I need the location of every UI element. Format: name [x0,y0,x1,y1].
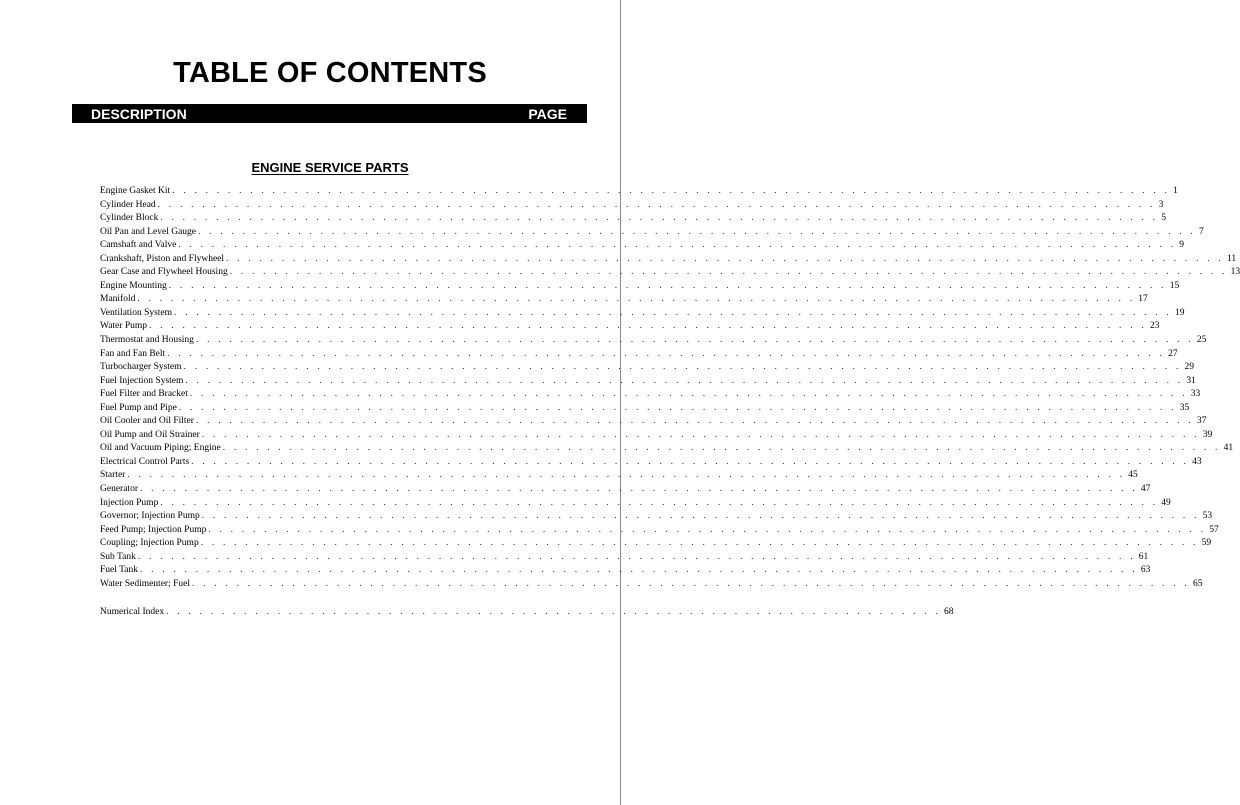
leader-dots: . . . . . . . . . . . . . . . . . . . . . . . . . . . . . . . . . . . . . . . . . . . . . . . . . . . . . . . . . . . . . . . . . . . . . . . . . . . . . . . . . . . . . . . . . . [198,226,1196,237]
leader-dots: . . . . . . . . . . . . . . . . . . . . . . . . . . . . . . . . . . . . . . . . . . . . . . . . . . . . . . . . . . . . . . . . . . . . . . . . . . . . . . . . . . . . . . . . . . [195,335,1194,346]
toc-entry-page: 3 [1158,199,1164,210]
toc-entry-page: 35 [1179,402,1190,413]
toc-entry[interactable] [100,510,1213,524]
toc-entry-page: 31 [1186,375,1196,386]
leader-dots: . . . . . . . . . . . . . . . . . . . . . . . . . . . . . . . . . . . . . . . . . . . . . . . . . . . . . . . . . . . . . . . . . . . . . . . . . . . . . . . . . . . . . . . . . . [191,456,1190,467]
leader-dots: . . . . . . . . . . . . . . . . . . . . . . . . . . . . . . . . . . . . . . . . . . . . . . . . . . . . . . . . . . . . . . . . . . . . . . . . . . . . . . . . . . . . . . . . . . [178,402,1177,413]
toc-entry-page: 27 [1168,348,1178,359]
leader-dots: . . . . . . . . . . . . . . . . . . . . . . . . . . . . . . . . . . . . . . . . . . . . . . . . . . . . . . . . . . . . . . . . . . . . . . . . . . . . . . . . . . . . . . . . . . [226,253,1224,264]
toc-entry-page: 7 [1198,226,1204,237]
page-column-header: PAGE [528,106,567,122]
leader-dots: . . . . . . . . . . . . . . . . . . . . . . . . . . . . . . . . . . . . . . . . . . . . . . . . . . . . . . . . . . . . . . . . . . . . . . . . . . . . . . . . . . . . . . . . . . [229,267,1228,278]
leader-dots: . . . . . . . . . . . . . . . . . . . . . . . . . . . . . . . . . . . . . . . . . . . . . . . . . . . . . . . . . . . . . . . . . . . . . . . . . . . . . . . . . . . . . . . . . . [160,213,1159,224]
toc-entry-label: Fuel Filter and Bracket [100,389,188,400]
toc-entry-label: Numerical Index [100,607,165,617]
page-title: TABLE OF CONTENTS [173,57,487,89]
toc-entry[interactable] [100,253,1237,267]
toc-entry[interactable] [100,497,1171,511]
leader-dots: . . . . . . . . . . . . . . . . . . . . . . . . . . . . . . . . . . . . . . . . . . . . . . . . . . . . . . . . . . . . . . . . . . . . . . . . . . . . . . . . . . . . . . . . . . [137,551,1136,562]
leader-dots: . . . . . . . . . . . . . . . . . . . . . . . . . . . . . . . . . . . . . . . . . . . . . . . . . . . . . . . . . . . . . . . . . . . . . . . . . . . . . . . . . . . . . . . . . . [195,416,1194,427]
toc-entry-label: Fan and Fan Belt [100,348,166,359]
toc-entry-label: Cylinder Block [100,213,159,224]
toc-entry-page: 57 [1209,524,1219,535]
toc-entry-page: 29 [1184,362,1194,373]
toc-entry[interactable] [100,456,1202,470]
toc-entry[interactable] [100,199,1164,213]
toc-entry-page: 61 [1138,551,1149,562]
toc-entry[interactable] [100,348,1178,362]
leader-dots: . . . . . . . . . . . . . . . . . . . . . . . . . . . . . . . . . . . . . . . . . . . . . . . . . . . . . . . . . . . . . . . . . . . . . . . . . . . . . . . . . . . . . . . . . . [139,484,1138,495]
toc-entry-label: Electrical Control Parts [100,456,190,467]
toc-entry-label: Feed Pump; Injection Pump [100,524,207,535]
toc-entry[interactable] [100,280,1180,294]
toc-entry-label: Governor; Injection Pump [100,511,200,522]
toc-entry[interactable] [100,307,1185,321]
toc-entry[interactable] [100,212,1167,226]
toc-entry-page: 13 [1230,267,1240,278]
leader-dots: . . . . . . . . . . . . . . . . . . . . . . . . . . . . . . . . . . . . . . . . . . . . . . . . . . . . . . . . . . . . . . . . . . . . . . . . . . . . . . . . . . . . . . . . . . [174,307,1172,318]
toc-entry-label: Engine Gasket Kit [100,186,171,196]
toc-entry-label: Generator [100,484,138,495]
toc-entry[interactable] [100,483,1151,497]
toc-entry-label: Ventilation System [100,307,173,318]
toc-entry-page: 25 [1196,335,1207,346]
toc-entry-page: 11 [1226,253,1237,264]
toc-entry-label: Oil Cooler and Oil Filter [100,416,194,427]
leader-dots: . . . . . . . . . . . . . . . . . . . . . . . . . . . . . . . . . . . . . . . . . . . . . . . . . . . . . . . . . . . . . . . . . . . . . . . . . . . . . . . . . . . . . . . . . . [201,511,1200,522]
toc-entry-label: Manifold [100,294,136,305]
toc-entry-page: 39 [1202,429,1213,440]
leader-dots: . . . . . . . . . . . . . . . . . . . . . . . . . . . . . . . . . . . . . . . . . . . . . . . . . . . . . . . . . . . . . . . . . . . . . . . . . . . . . . . . . . . . . . . . . . [127,470,1126,481]
toc-entry-label: Fuel Tank [100,565,138,576]
leader-dots: . . . . . . . . . . . . . . . . . . . . . . . . . . . . . . . . . . . . . . . . . . . . . . . . . . . . . . . . . . . . . . . . . . . . . . . . . . . . . . . . . . . . . . . . . . [208,524,1207,535]
column-header-bar [72,104,587,123]
toc-entry[interactable] [100,469,1138,483]
toc-entry[interactable] [100,375,1196,389]
leader-dots: . . . . . . . . . . . . . . . . . . . . . . . . . . . . . . . . . . . . . . . . . . . . . . . . . . . . . . . . . . . . . . . . . . . . . . . . . . . . . . . . . . . . . . . . . . [172,186,1171,196]
toc-entry[interactable] [100,388,1201,402]
leader-dots: . . . . . . . . . . . . . . . . . . . . . . . . . . . . . . . . . . . . . . . . . . . . . . . . . . . . . . . . . . . . . . . . . . . . . . . . . . . . . . . . . . . . . . . . . . [157,199,1156,210]
leader-dots: . . . . . . . . . . . . . . . . . . . . . . . . . . . . . . . . . . . . . . . . . . . . . . . . . . . . . . . . . . . . . . . . . . . . . . [166,607,942,617]
toc-entry[interactable] [100,415,1207,429]
leader-dots: . . . . . . . . . . . . . . . . . . . . . . . . . . . . . . . . . . . . . . . . . . . . . . . . . . . . . . . . . . . . . . . . . . . . . . . . . . . . . . . . . . . . . . . . . . [149,321,1147,332]
toc-entry-label: Turbocharger System [100,362,182,373]
description-column-header: DESCRIPTION [91,106,187,122]
toc-entry[interactable] [100,334,1207,348]
toc-entry-page: 1 [1173,186,1178,196]
toc-entry[interactable] [100,564,1151,578]
toc-entry-page: 47 [1140,484,1151,495]
leader-dots: . . . . . . . . . . . . . . . . . . . . . . . . . . . . . . . . . . . . . . . . . . . . . . . . . . . . . . . . . . . . . . . . . . . . . . . . . . . . . . . . . . . . . . . . . . [201,429,1200,440]
toc-entry-label: Sub Tank [100,551,136,562]
toc-entry[interactable] [100,524,1219,538]
leader-dots: . . . . . . . . . . . . . . . . . . . . . . . . . . . . . . . . . . . . . . . . . . . . . . . . . . . . . . . . . . . . . . . . . . . . . . . . . . . . . . . . . . . . . . . . . . [178,240,1177,251]
toc-entry[interactable] [100,578,1203,592]
toc-entry-label: Water Sedimenter; Fuel [100,578,190,589]
leader-dots: . . . . . . . . . . . . . . . . . . . . . . . . . . . . . . . . . . . . . . . . . . . . . . . . . . . . . . . . . . . . . . . . . . . . . . . . . . . . . . . . . . . . . . . . . . [200,538,1199,549]
toc-entry-page: 15 [1169,280,1180,291]
toc-entry-label: Oil Pump and Oil Strainer [100,429,200,440]
toc-entry-label: Camshaft and Valve [100,240,177,251]
toc-entry-page: 45 [1128,470,1138,481]
toc-entry-page: 63 [1140,565,1151,576]
toc-entry-label: Engine Mounting [100,280,167,291]
toc-entry-page: 9 [1179,240,1185,251]
toc-entry-page: 17 [1138,294,1148,305]
numerical-index-entry[interactable] [100,606,954,620]
toc-entry-label: Fuel Pump and Pipe [100,402,177,413]
toc-entry[interactable] [100,402,1190,416]
toc-entry-label: Oil and Vacuum Piping; Engine [100,443,221,454]
toc-entry[interactable] [100,537,1212,551]
toc-entry-label: Cylinder Head [100,199,156,210]
leader-dots: . . . . . . . . . . . . . . . . . . . . . . . . . . . . . . . . . . . . . . . . . . . . . . . . . . . . . . . . . . . . . . . . . . . . . . . . . . . . . . . . . . . . . . . . . . [137,294,1136,305]
toc-entry-label: Gear Case and Flywheel Housing [100,267,228,278]
toc-entry[interactable] [100,239,1185,253]
toc-entry-label: Starter [100,470,126,481]
toc-entry-page: 49 [1161,497,1171,508]
toc-entry-page: 68 [944,607,954,617]
toc-entry-page: 5 [1161,213,1167,224]
leader-dots: . . . . . . . . . . . . . . . . . . . . . . . . . . . . . . . . . . . . . . . . . . . . . . . . . . . . . . . . . . . . . . . . . . . . . . . . . . . . . . . . . . . . . . . . . . [183,362,1182,373]
toc-entry[interactable] [100,361,1194,375]
toc-entry-page: 37 [1196,416,1207,427]
leader-dots: . . . . . . . . . . . . . . . . . . . . . . . . . . . . . . . . . . . . . . . . . . . . . . . . . . . . . . . . . . . . . . . . . . . . . . . . . . . . . . . . . . . . . . . . . . [167,348,1166,359]
leader-dots: . . . . . . . . . . . . . . . . . . . . . . . . . . . . . . . . . . . . . . . . . . . . . . . . . . . . . . . . . . . . . . . . . . . . . . . . . . . . . . . . . . . . . . . . . . [160,497,1159,508]
toc-entry-page: 43 [1192,456,1202,467]
leader-dots: . . . . . . . . . . . . . . . . . . . . . . . . . . . . . . . . . . . . . . . . . . . . . . . . . . . . . . . . . . . . . . . . . . . . . . . . . . . . . . . . . . . . . . . . . . [168,280,1167,291]
toc-entry-label: Coupling; Injection Pump [100,538,199,549]
leader-dots: . . . . . . . . . . . . . . . . . . . . . . . . . . . . . . . . . . . . . . . . . . . . . . . . . . . . . . . . . . . . . . . . . . . . . . . . . . . . . . . . . . . . . . . . . . [192,578,1190,589]
toc-entry[interactable] [100,293,1148,307]
toc-entry-label: Fuel Injection System [100,375,184,386]
toc-entry-page: 53 [1202,511,1213,522]
toc-entry[interactable] [100,226,1204,240]
section-title: ENGINE SERVICE PARTS [251,160,409,175]
toc-entry[interactable] [100,442,1234,456]
leader-dots: . . . . . . . . . . . . . . . . . . . . . . . . . . . . . . . . . . . . . . . . . . . . . . . . . . . . . . . . . . . . . . . . . . . . . . . . . . . . . . . . . . . . . . . . . . [222,443,1221,454]
toc-entry-label: Water Pump [100,321,147,332]
toc-entry[interactable] [100,429,1213,443]
toc-entry-page: 33 [1190,389,1201,400]
leader-dots: . . . . . . . . . . . . . . . . . . . . . . . . . . . . . . . . . . . . . . . . . . . . . . . . . . . . . . . . . . . . . . . . . . . . . . . . . . . . . . . . . . . . . . . . . . [185,375,1184,386]
toc-entry-page: 19 [1174,307,1185,318]
toc-entry[interactable] [100,551,1149,565]
toc-entry-page: 65 [1192,578,1203,589]
toc-entry-page: 23 [1149,321,1160,332]
toc-entry-label: Oil Pan and Level Gauge [100,226,197,237]
toc-entry-page: 41 [1223,443,1234,454]
toc-entry-label: Thermostat and Housing [100,335,194,346]
toc-entry-page: 59 [1201,538,1212,549]
leader-dots: . . . . . . . . . . . . . . . . . . . . . . . . . . . . . . . . . . . . . . . . . . . . . . . . . . . . . . . . . . . . . . . . . . . . . . . . . . . . . . . . . . . . . . . . . . [189,389,1188,400]
toc-entry[interactable] [100,266,1240,280]
leader-dots: . . . . . . . . . . . . . . . . . . . . . . . . . . . . . . . . . . . . . . . . . . . . . . . . . . . . . . . . . . . . . . . . . . . . . . . . . . . . . . . . . . . . . . . . . . [139,565,1138,576]
toc-entry[interactable] [100,185,1178,199]
toc-entry-label: Crankshaft, Piston and Flywheel [100,253,225,264]
toc-entry-label: Injection Pump [100,497,159,508]
toc-list [100,185,1240,591]
toc-entry[interactable] [100,320,1160,334]
